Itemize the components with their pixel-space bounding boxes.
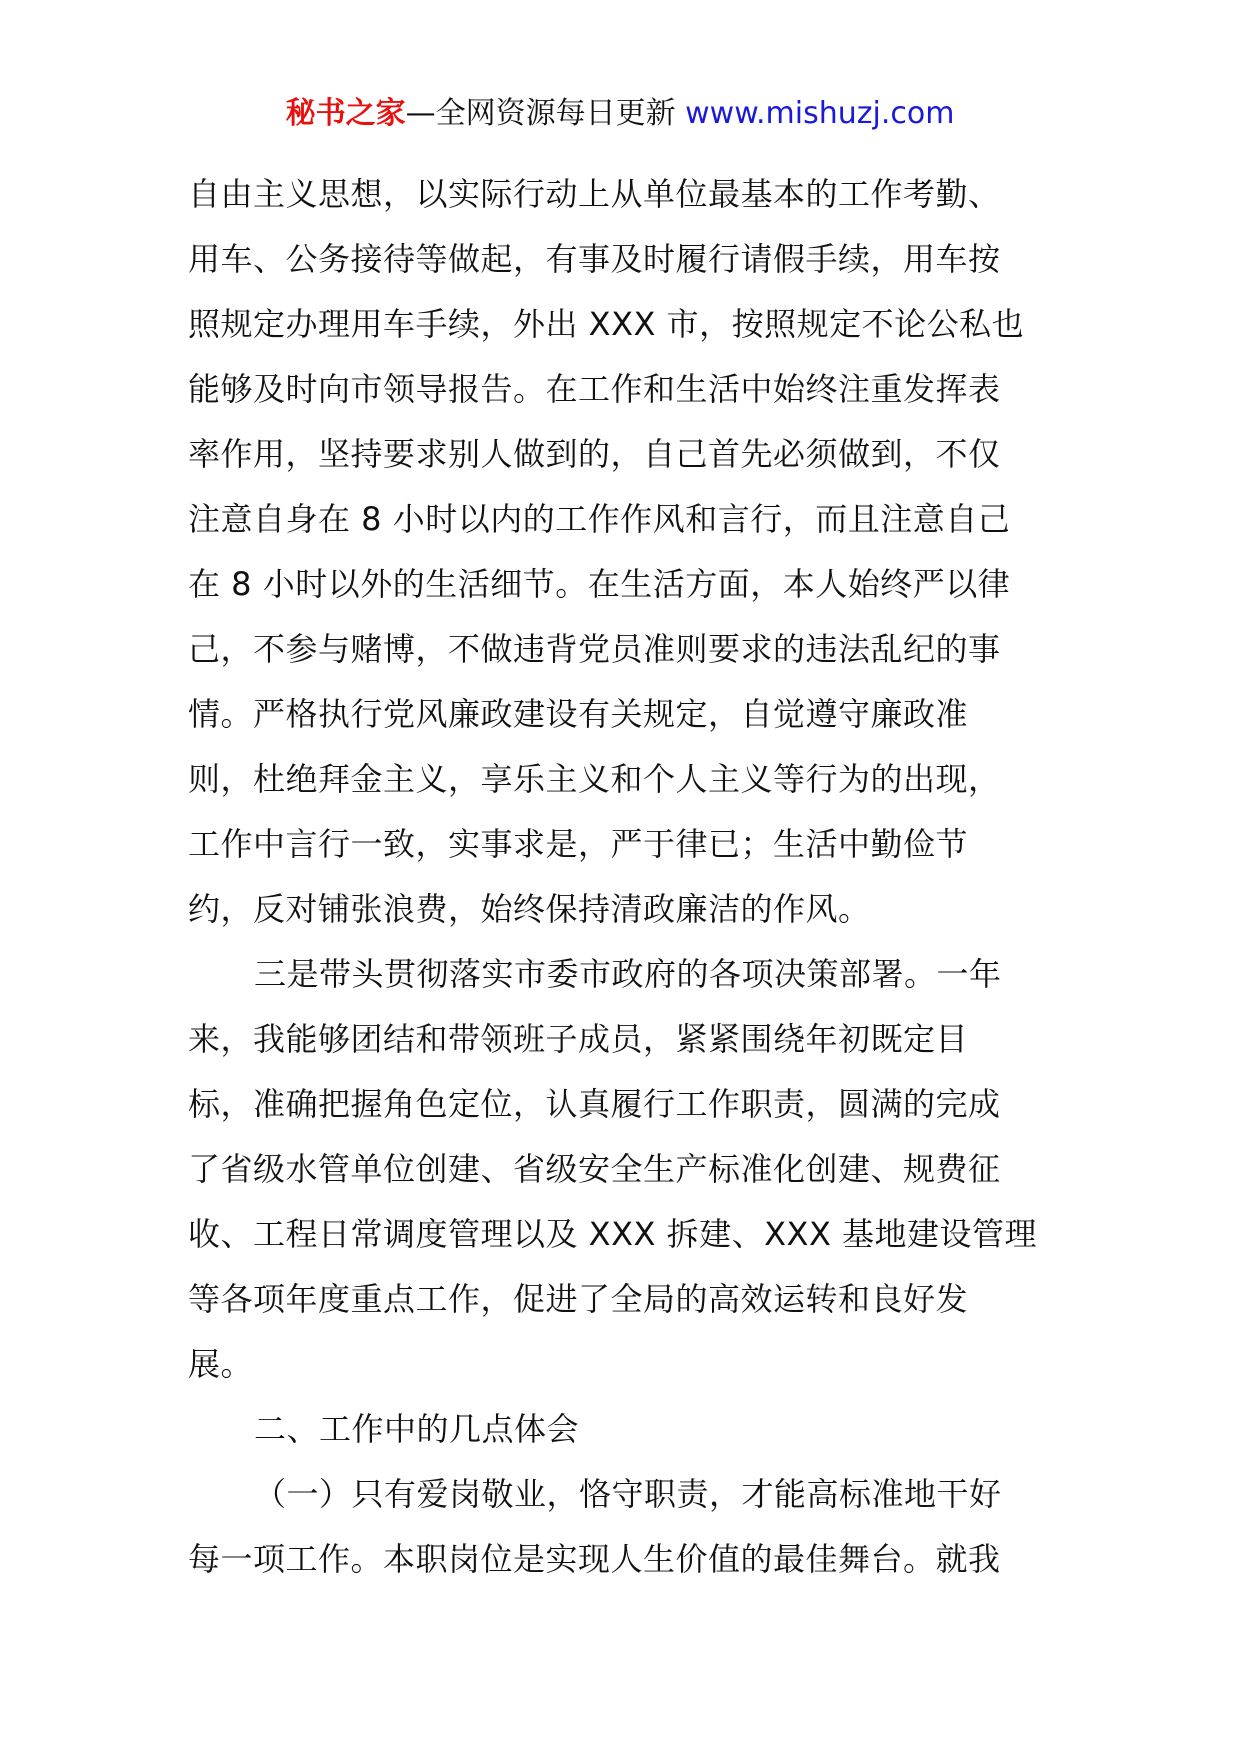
text-line: 等各项年度重点工作，促进了全局的高效运转和良好发 bbox=[188, 1280, 969, 1318]
text-line: 标，准确把握角色定位，认真履行工作职责，圆满的完成 bbox=[188, 1085, 1001, 1123]
paragraph-first-line: 三是带头贯彻落实市委市政府的各项决策部署。一年 bbox=[254, 955, 1002, 993]
text-line: 情。严格执行党风廉政建设有关规定，自觉遵守廉政准 bbox=[188, 695, 969, 733]
text-line: 率作用，坚持要求别人做到的，自己首先必须做到，不仅 bbox=[188, 435, 1001, 473]
text-line: 能够及时向市领导报告。在工作和生活中始终注重发挥表 bbox=[188, 370, 1001, 408]
subsection-heading: （一）只有爱岗敬业，恪守职责，才能高标准地干好 bbox=[254, 1475, 1002, 1513]
text-line: 工作中言行一致，实事求是，严于律已；生活中勤俭节 bbox=[188, 825, 969, 863]
text-line: 则，杜绝拜金主义，享乐主义和个人主义等行为的出现， bbox=[188, 760, 1001, 798]
text-line: 收、工程日常调度管理以及 XXX 拆建、XXX 基地建设管理 bbox=[188, 1215, 1038, 1253]
text-line: 用车、公务接待等做起，有事及时履行请假手续，用车按 bbox=[188, 240, 1001, 278]
site-header bbox=[0, 94, 1240, 134]
text-line: 己，不参与赌博，不做违背党员准则要求的违法乱纪的事 bbox=[188, 630, 1001, 668]
text-line: 每一项工作。本职岗位是实现人生价值的最佳舞台。就我 bbox=[188, 1540, 1001, 1578]
text-line: 展。 bbox=[188, 1345, 254, 1383]
site-tagline: —全网资源每日更新 bbox=[405, 96, 676, 131]
document-body bbox=[188, 162, 1058, 1592]
text-line: 了省级水管单位创建、省级安全生产标准化创建、规费征 bbox=[188, 1150, 1001, 1188]
site-brand: 秘书之家 bbox=[285, 96, 406, 131]
text-line: 在 8 小时以外的生活细节。在生活方面，本人始终严以律 bbox=[188, 565, 1011, 603]
text-line: 注意自身在 8 小时以内的工作作风和言行，而且注意自己 bbox=[188, 500, 1011, 538]
text-line: 来，我能够团结和带领班子成员，紧紧围绕年初既定目 bbox=[188, 1020, 969, 1058]
text-line: 照规定办理用车手续，外出 XXX 市，按照规定不论公私也 bbox=[188, 305, 1025, 343]
text-line: 自由主义思想，以实际行动上从单位最基本的工作考勤、 bbox=[188, 175, 1001, 213]
site-url-link[interactable]: www.mishuzj.com bbox=[685, 96, 955, 131]
section-heading: 二、工作中的几点体会 bbox=[254, 1410, 580, 1448]
text-line: 约，反对铺张浪费，始终保持清政廉洁的作风。 bbox=[188, 890, 871, 928]
